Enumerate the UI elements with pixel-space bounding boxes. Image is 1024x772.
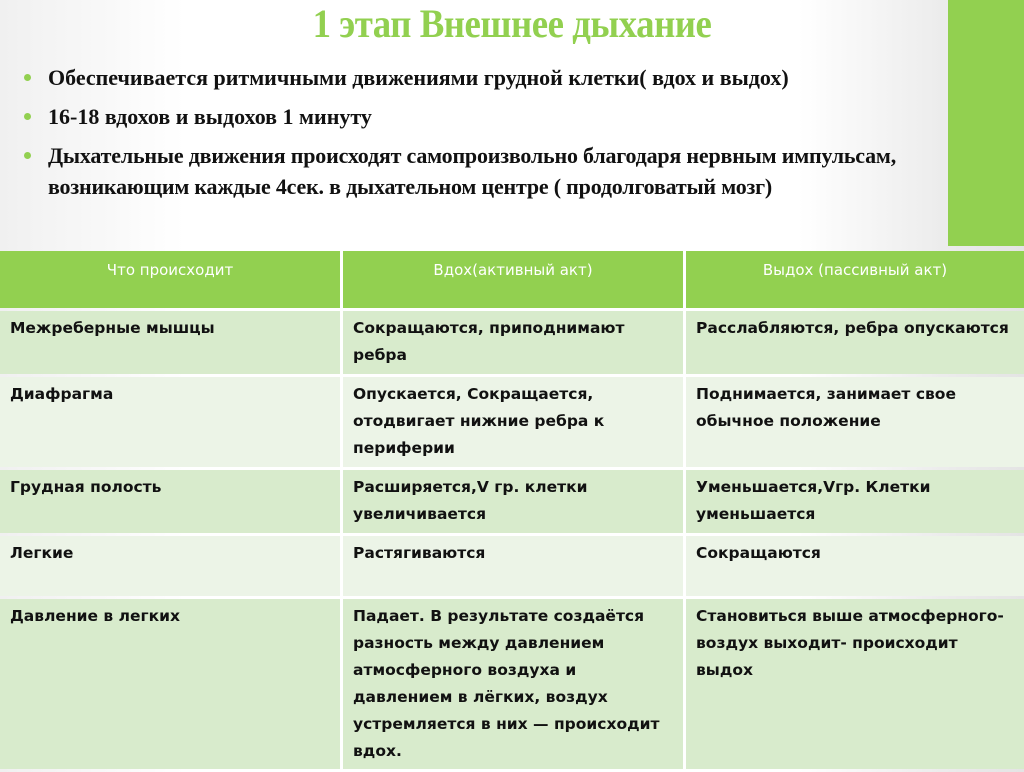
table-header-row [0,251,1024,308]
slide-title: 1 этап Внешнее дыхание [312,1,712,46]
header-exhale: Выдох (пассивный акт) [686,251,1024,308]
table-cell: Уменьшается,Vгр. Клетки уменьшается [686,470,1024,533]
table-row [0,470,1024,533]
table-cell: Расслабляются, ребра опускаются [686,311,1024,374]
bullet-icon [24,152,31,159]
header-what-happens: Что происходит [0,251,340,308]
table-cell: Растягиваются [343,536,683,596]
table-cell: Становиться выше атмосферного- воздух выходит- происходит выдох [686,599,1024,769]
table-row [0,311,1024,374]
table-cell: Падает. В результате создаётся разность между давлением атмосферного воздуха и давлением в лёгких, воздух устремляется в них — происходит вдох. [343,599,683,769]
bullet-item: Дыхательные движения происходят самопроизвольно благодаря нервным импульсам, возникающим каждые 4сек. в дыхательном центре ( продолговатый мозг) [22,140,1024,202]
table-cell: Диафрагма [0,377,340,467]
table-row [0,599,1024,769]
breathing-table [0,248,1024,772]
table-cell: Сокращаются [686,536,1024,596]
table-cell: Легкие [0,536,340,596]
header-inhale: Вдох(активный акт) [343,251,683,308]
table-cell: Сокращаются, приподнимают ребра [343,311,683,374]
table-row [0,377,1024,467]
table-cell: Опускается, Сокращается, отодвигает нижние ребра к периферии [343,377,683,467]
bullet-item: 16-18 вдохов и выдохов 1 минуту [22,101,1022,132]
table-cell: Давление в легких [0,599,340,769]
bullet-icon [24,113,31,120]
table-row [0,536,1024,596]
table-cell: Межреберные мышцы [0,311,340,374]
bullet-item: Обеспечивается ритмичными движениями грудной клетки( вдох и выдох) [22,62,1022,93]
table-cell: Поднимается, занимает свое обычное положение [686,377,1024,467]
table-cell: Расширяется,V гр. клетки увеличивается [343,470,683,533]
table-cell: Грудная полость [0,470,340,533]
bullet-list [22,62,1022,210]
bullet-icon [24,74,31,81]
